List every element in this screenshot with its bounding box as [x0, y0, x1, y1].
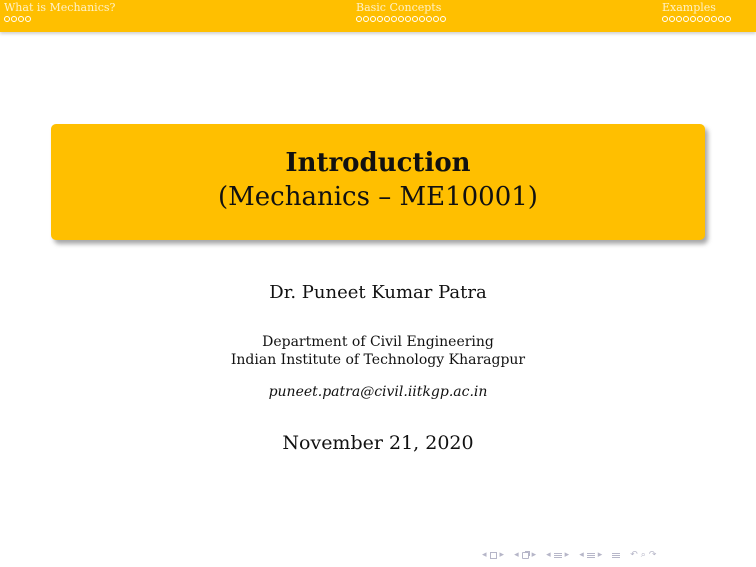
part-next-arrow-icon[interactable]: ▸ [597, 550, 603, 560]
slide-dot[interactable] [11, 16, 17, 22]
slide-dot[interactable] [433, 16, 439, 22]
frame-next-arrow-icon[interactable]: ▸ [499, 550, 505, 560]
slide-dot[interactable] [725, 16, 731, 22]
slide-dot[interactable] [704, 16, 710, 22]
slide-dot[interactable] [18, 16, 24, 22]
frame-prev-arrow-icon[interactable]: ◂ [482, 550, 487, 560]
slide-dot[interactable] [384, 16, 390, 22]
slide-dot[interactable] [426, 16, 432, 22]
section-next-arrow-icon[interactable]: ▸ [564, 550, 570, 560]
institute-department: Department of Civil Engineering [262, 334, 494, 350]
author-name: Dr. Puneet Kumar Patra [269, 282, 487, 303]
back-icon[interactable]: ↶ [630, 550, 638, 560]
slide-dot[interactable] [683, 16, 689, 22]
author-email: puneet.patra@civil.iitkgp.ac.in [268, 384, 488, 400]
slide-dot[interactable] [356, 16, 362, 22]
frame-icon[interactable] [490, 552, 497, 559]
slide-dot[interactable] [718, 16, 724, 22]
subsection-prev-arrow-icon[interactable]: ◂ [514, 550, 519, 560]
nav-section-group[interactable] [546, 550, 569, 560]
slide-dot[interactable] [370, 16, 376, 22]
section-prev-arrow-icon[interactable]: ◂ [546, 550, 551, 560]
slide-dot[interactable] [412, 16, 418, 22]
subsection-next-arrow-icon[interactable]: ▸ [531, 550, 537, 560]
nav-section-label[interactable]: Basic Concepts [356, 1, 442, 14]
part-icon[interactable] [587, 553, 595, 558]
slide-dot[interactable] [440, 16, 446, 22]
presentation-date: November 21, 2020 [282, 432, 474, 454]
nav-section-dots [662, 16, 731, 22]
nav-part-group[interactable] [579, 550, 602, 560]
institute-block [0, 333, 756, 369]
section-navigation-bar [0, 0, 756, 32]
slide-dot[interactable] [391, 16, 397, 22]
institute-name: Indian Institute of Technology Kharagpur [230, 352, 526, 368]
nav-frame-group[interactable] [482, 550, 504, 560]
slide-dot[interactable] [405, 16, 411, 22]
nav-section-label[interactable]: Examples [662, 1, 716, 14]
section-icon[interactable] [554, 553, 562, 558]
forward-icon[interactable]: ↷ [648, 550, 657, 560]
part-prev-arrow-icon[interactable]: ◂ [579, 550, 584, 560]
slide-dot[interactable] [419, 16, 425, 22]
slide-dot[interactable] [676, 16, 682, 22]
slide-dot[interactable] [363, 16, 369, 22]
appendix-icon[interactable] [612, 553, 620, 558]
nav-search-group[interactable] [630, 550, 656, 560]
slide-dot[interactable] [377, 16, 383, 22]
slide-dot[interactable] [697, 16, 703, 22]
slide-dot[interactable] [25, 16, 31, 22]
nav-subsection-group[interactable] [514, 550, 536, 560]
slide-dot[interactable] [662, 16, 668, 22]
slide-dot[interactable] [398, 16, 404, 22]
search-icon[interactable]: ⌕ [640, 550, 646, 560]
nav-section-what-is-mechanics[interactable] [4, 1, 115, 22]
title-block [51, 124, 705, 240]
nav-appendix-group[interactable] [612, 553, 620, 558]
slide-dot[interactable] [669, 16, 675, 22]
nav-section-examples[interactable] [662, 1, 731, 22]
presentation-title: Introduction [285, 148, 471, 178]
slide-dot[interactable] [4, 16, 10, 22]
nav-section-basic-concepts[interactable] [356, 1, 446, 22]
slide-dot[interactable] [690, 16, 696, 22]
beamer-navigation-controls [482, 548, 656, 562]
subsection-icon[interactable] [522, 552, 529, 559]
nav-section-dots [356, 16, 446, 22]
presentation-subtitle: (Mechanics – ME10001) [218, 182, 538, 212]
nav-section-label[interactable]: What is Mechanics? [4, 1, 116, 14]
nav-section-dots [4, 16, 115, 22]
slide-dot[interactable] [711, 16, 717, 22]
